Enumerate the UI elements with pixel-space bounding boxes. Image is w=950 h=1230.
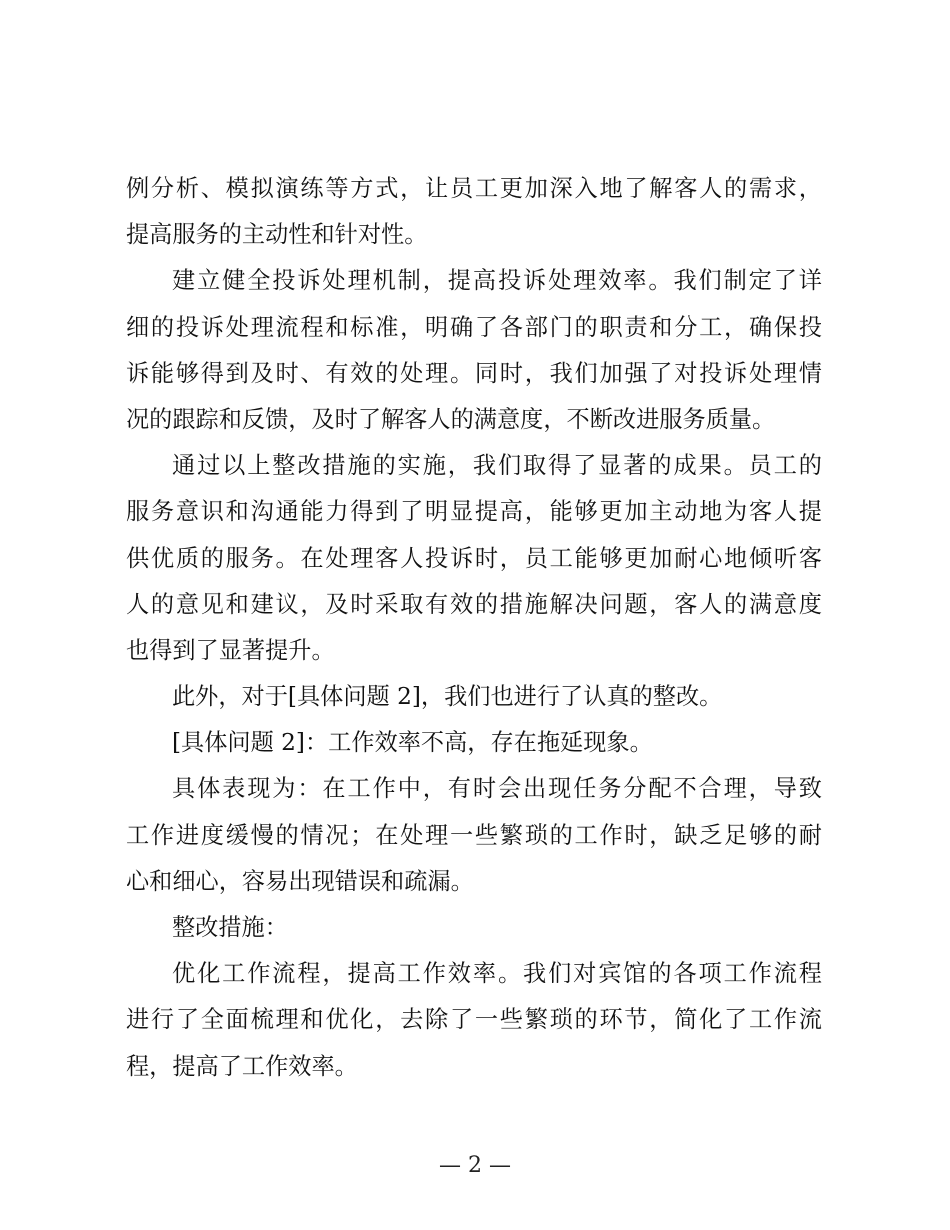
- text-line: 程，提高了工作效率。: [126, 1052, 358, 1080]
- text-line: 供优质的服务。在处理客人投诉时，员工能够更加耐心地倾听客: [126, 544, 822, 572]
- paragraph: [126, 720, 822, 766]
- text-line: 通过以上整改措施的实施，我们取得了显著的成果。员工的: [172, 452, 822, 480]
- paragraph: [126, 674, 822, 720]
- text-line: 工作进度缓慢的情况；在处理一些繁琐的工作时，缺乏足够的耐: [126, 821, 822, 849]
- paragraph: [126, 766, 822, 905]
- page-number: — 2 —: [439, 1153, 511, 1178]
- text-line: 提高服务的主动性和针对性。: [126, 221, 428, 249]
- text-line: 建立健全投诉处理机制，提高投诉处理效率。我们制定了详: [172, 267, 822, 295]
- paragraph: [126, 951, 822, 1090]
- paragraph: [126, 443, 822, 674]
- text-line: [具体问题 2]：工作效率不高，存在拖延现象。: [172, 729, 653, 757]
- text-line: 心和细心，容易出现错误和疏漏。: [126, 867, 474, 895]
- text-line: 整改措施：: [172, 914, 288, 941]
- text-line: 况的跟踪和反馈，及时了解客人的满意度，不断改进服务质量。: [126, 405, 776, 433]
- body-text: [126, 166, 822, 1090]
- paragraph: [126, 905, 822, 951]
- text-line: 进行了全面梳理和优化，去除了一些繁琐的环节，简化了工作流: [126, 1006, 822, 1034]
- text-line: 服务意识和沟通能力得到了明显提高，能够更加主动地为客人提: [126, 498, 822, 526]
- text-line: 细的投诉处理流程和标准，明确了各部门的职责和分工，确保投: [126, 313, 822, 341]
- text-line: 优化工作流程，提高工作效率。我们对宾馆的各项工作流程: [172, 960, 822, 988]
- text-line: 也得到了显著提升。: [126, 636, 335, 664]
- text-line: 人的意见和建议，及时采取有效的措施解决问题，客人的满意度: [126, 590, 822, 618]
- text-line: 具体表现为：在工作中，有时会出现任务分配不合理，导致: [172, 775, 822, 803]
- text-line: 此外，对于[具体问题 2]，我们也进行了认真的整改。: [172, 683, 723, 711]
- paragraph: [126, 258, 822, 443]
- text-line: 例分析、模拟演练等方式，让员工更加深入地了解客人的需求，: [126, 175, 822, 202]
- text-line: 诉能够得到及时、有效的处理。同时，我们加强了对投诉处理情: [126, 359, 822, 387]
- paragraph: [126, 166, 822, 258]
